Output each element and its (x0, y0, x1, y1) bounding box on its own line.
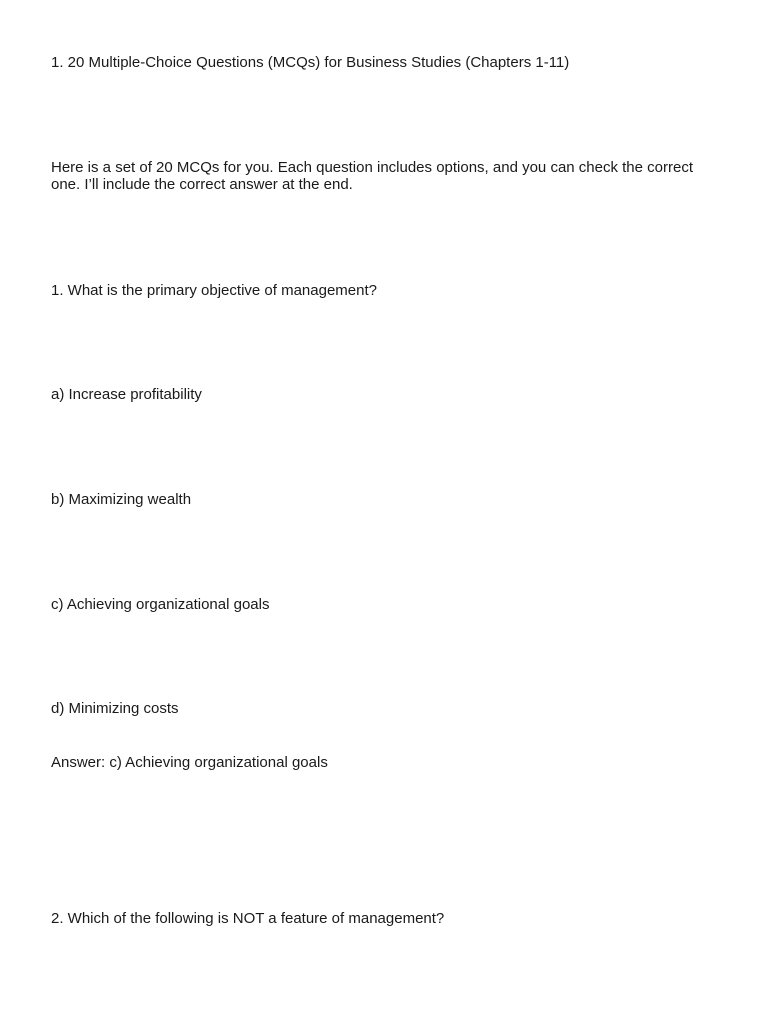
question-1: 1. What is the primary objective of management? (51, 282, 377, 299)
question-1-option-b: b) Maximizing wealth (51, 491, 192, 508)
question-1-option-a: a) Increase profitability (51, 386, 202, 403)
question-1-answer: Answer: c) Achieving organizational goals (51, 754, 328, 771)
document-title: 1. 20 Multiple-Choice Questions (MCQs) for Business Studies (Chapters 1-11) (51, 54, 570, 71)
intro-paragraph: Here is a set of 20 MCQs for you. Each question includes options, and you can check the correct one. I’ll include the correct answer at the end. (51, 159, 694, 193)
question-2: 2. Which of the following is NOT a feature of management? (51, 910, 445, 927)
question-1-option-c: c) Achieving organizational goals (51, 596, 270, 613)
question-1-option-d: d) Minimizing costs (51, 700, 179, 717)
